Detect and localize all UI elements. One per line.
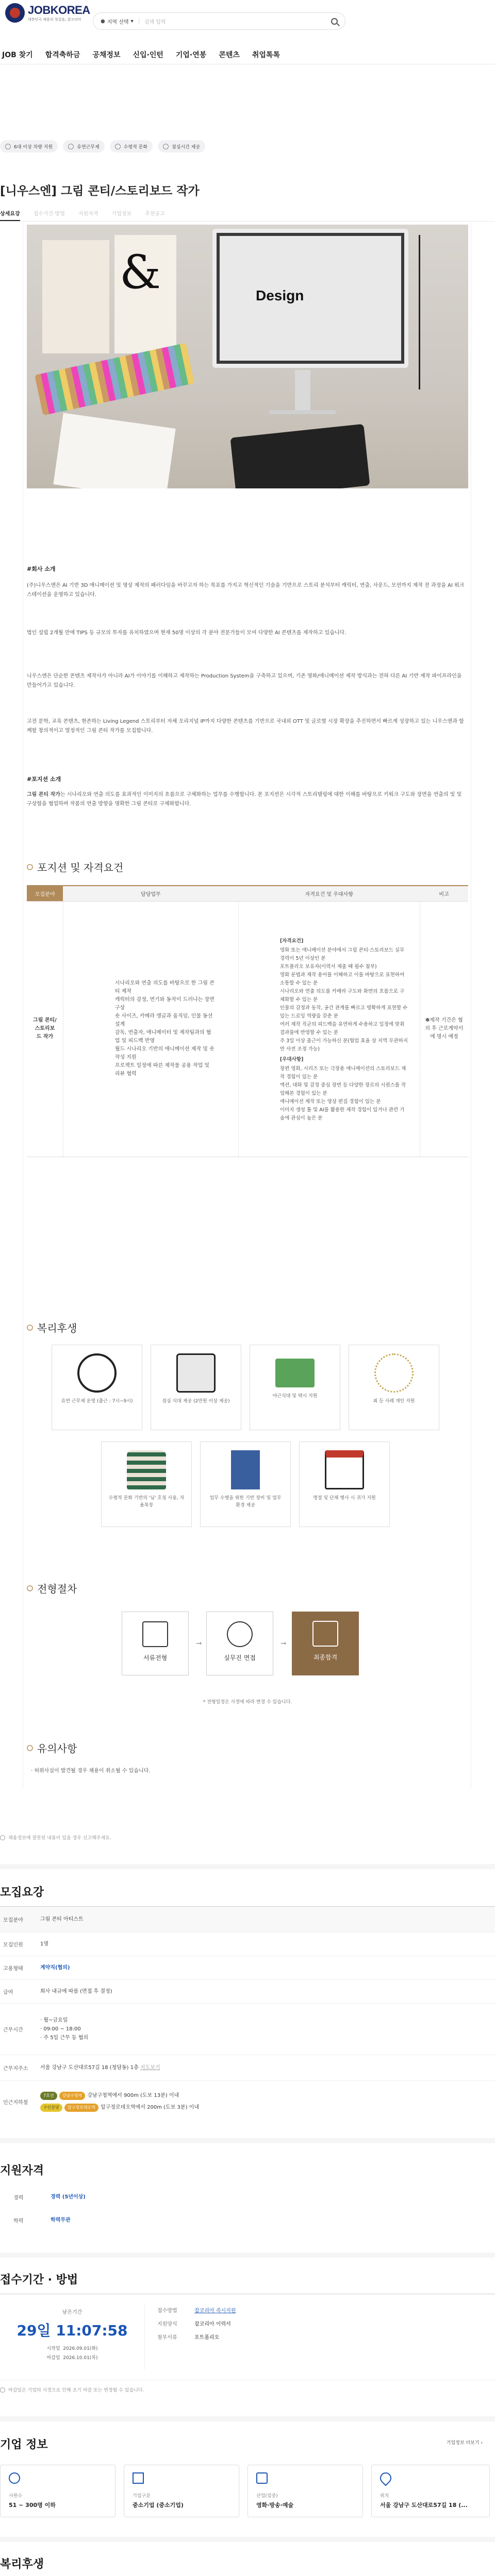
- logo-text: JOBKOREA: [28, 4, 90, 16]
- preference-item: 장편 영화, 시리즈 또는 극장용 애니메이션의 스토리보드 제작 경험이 있는 분: [279, 1066, 406, 1080]
- nav-item-job-search[interactable]: JOB 찾기: [2, 51, 33, 59]
- requirements-title: [자격요건]: [279, 938, 304, 944]
- benefit-card: 유연 근무제 운영 (출근 : 7시~9시): [52, 1345, 142, 1430]
- position-table: [27, 885, 468, 1157]
- company-card: 사원수 51 ~ 300명 이하: [0, 2465, 116, 2517]
- summary-table: 모집분야 그림 콘티 아티스트 모집인원 1명 고용형태 계약직(협의) 급여 회사 내규에 따름 (면접 후 결정) 근무시간 · 월~금요일 · 09:00 ~ 18:00 · 주 5일 근무 등 협의 근무지주소 서울 강남구 도산대로57길 18 (청담동) 1층 지도보기 인근지하철 7호선 강남구청역 강남구청역에서 900m (도보 13분) 이내 수인분당 압구정로데오역 압구정로데오역에서 200m (도보 3분) 이내: [0, 1906, 495, 2122]
- book-ampersand: &: [120, 245, 161, 299]
- job-title: [니우스엔] 그림 콘티/스토리보드 작가: [0, 184, 200, 198]
- nav-item-content[interactable]: 콘텐츠: [219, 51, 240, 59]
- nav-item-company-salary[interactable]: 기업·연봉: [175, 51, 207, 59]
- meal-icon: [163, 144, 169, 149]
- process-step: 실무진 면접: [206, 1612, 273, 1675]
- tab-apply-period[interactable]: 접수기간·방법: [33, 211, 65, 217]
- map-link[interactable]: 지도보기: [140, 2065, 160, 2071]
- nav-item-intern[interactable]: 신입·인턴: [133, 51, 163, 59]
- food-cup-icon: [176, 1353, 216, 1393]
- apply-heading: 접수기간 · 방법: [0, 2274, 78, 2286]
- process-note: * 전형일정은 사정에 따라 변경 수 있습니다.: [203, 1700, 292, 1705]
- nav-item-open-recruit[interactable]: 공채정보: [92, 51, 121, 59]
- location-pin-icon: ●: [101, 18, 105, 24]
- notice-text: · 허위사실이 발견될 경우 채용이 취소될 수 있습니다.: [31, 1768, 151, 1774]
- duty-item: 프로젝트 일정에 따른 제작물 공용 작업 및 리뷰 협력: [114, 1063, 210, 1077]
- company-heading: 기업 정보: [0, 2438, 48, 2451]
- apply-note: 마감일은 기업의 사정으로 인해 조기 마감 또는 변경될 수 있습니다.: [0, 2386, 144, 2393]
- table-header: 자격요건 및 우대사항: [238, 886, 420, 901]
- tab-recommend[interactable]: 추천공고: [145, 211, 165, 217]
- monitor-image: [212, 229, 408, 368]
- process-heading: 전형절차: [27, 1581, 77, 1596]
- position-section-heading: 포지션 및 자격요건: [27, 859, 123, 874]
- section-ring-icon: [27, 1325, 33, 1331]
- requirement-item: 시나리오와 연출 의도를 카메라 구도와 화면의 흐름으로 구체화할 수 있는 분: [279, 989, 405, 1003]
- apply-box: 남은기간 29일 11:07:58 시작일 2026.09.01(화) 마감일 2026.10.01(목) 접수방법 잡코리아 즉시지원 지원양식 잡코리아 이력서 첨부서류 포트폴리오: [0, 2294, 495, 2380]
- report-link[interactable]: 채용정보에 잘못된 내용이 있을 경우 신고해주세요.: [0, 1834, 111, 1841]
- nav-item-hire-bonus[interactable]: 합격축하금: [45, 51, 80, 59]
- envelope-icon: [275, 1359, 315, 1387]
- summary-field-value: 그림 콘티 아티스트: [40, 1917, 84, 1922]
- requirement-item: 영화 또는 애니메이션 분야에서 그림 콘티·스토리보드 실무 경력이 5년 이상인 분: [279, 947, 405, 961]
- job-tag: 6대 이상 차량 지원: [0, 140, 58, 152]
- preference-item: 액션, 대화 및 감정 중심 장면 등 다양한 장르의 시퀀스를 작업해본 경험이 있는 분: [279, 1082, 406, 1096]
- sweater-icon: [127, 1450, 166, 1489]
- location-pin-icon: [377, 2470, 393, 2486]
- info-circle-icon: [0, 2387, 5, 2393]
- requirement-item: 포트폴리오 보유자(이력서 제출 때 필수 첨부): [279, 964, 377, 970]
- benefit-card: 점심 식대 제공 (2만원 이상 제공): [151, 1345, 241, 1430]
- company-intro-paragraph: 니우스엔은 단순한 콘텐츠 제작사가 아니라 AI가 이야기를 이해하고 제작하는 Production System을 구축하고 있으며, 기존 영화/애니메이션 제작 방식과는 전혀 다른 AI 기반 제작 파이프라인을 만들어가고 있습니다.: [27, 673, 462, 688]
- region-select-label: 지역 선택: [107, 19, 129, 25]
- job-tag: 유연근무제: [63, 140, 104, 152]
- info-circle-icon: [0, 1835, 5, 1840]
- preferences-title: [우대사항]: [279, 1057, 304, 1062]
- position-note-cell: ✽제작 기간은 협의 후 근로계약서에 명시 예정: [420, 901, 468, 1157]
- briefcase-icon: [256, 2472, 268, 2484]
- company-intro-paragraph: 고전 문학, 교육 콘텐츠, 현존하는 Living Legend 스토리부터 자체 오리지널 IP까지 다양한 콘텐츠를 기반으로 국내외 OTT 및 글로벌 시장 확장을 추진하면서 빠르게 성장하고 있는 니우스엔과 함께할 창의적이고 열정적인 그림 콘티 작가를 모집합니다.: [27, 719, 464, 734]
- detail-tabs: [0, 209, 165, 221]
- people-icon: [9, 2472, 20, 2484]
- position-intro-text: 는 시나리오와 연출 의도를 효과적인 이미지의 흐름으로 구체화하는 업무를 수행합니다. 본 포지션은 시각적 스토리텔링에 대한 이해를 바탕으로 키워크 구도와 장면을 연출의 및 및 구상함을 협업하며 작품의 연출 방향을 명확한 그림 콘티로 구체화합니다.: [27, 792, 462, 807]
- duty-item: 감독, 연출자, 애니메이터 및 제작팀과의 협업 및 피드백 반영: [114, 1030, 211, 1044]
- requirement-item: 여러 제작 직군의 피드백을 유연하게 수용하고 일정에 맞춰 결과물에 반영할 수 있는 분: [279, 1022, 405, 1036]
- clock-icon: [68, 144, 74, 149]
- position-duties-cell: [63, 901, 238, 1157]
- benefit-card: 수평적 문화 기반의 '님' 호칭 사용, 자율복장: [101, 1442, 192, 1527]
- job-tags: [0, 140, 205, 152]
- company-intro-heading: #회사 소개: [27, 566, 56, 572]
- welfare-heading: 복리후생: [0, 2558, 44, 2571]
- company-card: 산업(업종) 영화·방송·예술: [248, 2465, 363, 2517]
- car-icon: [5, 144, 11, 149]
- duty-item: 시나리오와 연출 의도를 바탕으로 한 그림 콘티 제작: [114, 980, 214, 994]
- summary-heading: 모집요강: [0, 1886, 44, 1899]
- subway-item: 7호선 강남구청역 강남구청역에서 900m (도보 13분) 이내: [40, 2091, 495, 2100]
- table-header: 비고: [420, 886, 468, 901]
- search-icon[interactable]: [331, 18, 338, 25]
- benefit-card: 명절 및 단체 행사 시 귀가 지원: [299, 1442, 390, 1527]
- handshake-icon: [227, 1621, 253, 1647]
- company-intro-paragraph: 법인 설립 2개월 만에 TIPS 등 규모의 투자를 유치하였으며 현재 50명 이상의 각 분야 전문가들이 모여 다양한 AI 콘텐츠를 제작하고 있습니다.: [27, 630, 346, 636]
- benefits-heading: 복리후생: [27, 1320, 77, 1335]
- main-nav: [0, 49, 280, 60]
- benefit-card: 야근식대 및 택시 지원: [250, 1345, 340, 1430]
- company-card: 위치 서울 강남구 도산대로57길 18 (...: [371, 2465, 490, 2517]
- company-more-link[interactable]: 기업정보 더보기 ›: [446, 2441, 483, 2446]
- duty-item: 월드 시나리오 기반의 애니메이션 제작 및 숏 작성 지원: [114, 1046, 214, 1060]
- jobkorea-logo[interactable]: [5, 3, 90, 23]
- building-icon: [231, 1450, 260, 1489]
- requirement-item: 인물의 감정과 동작, 공간 관계를 빠르고 명확하게 표현할 수 있는 드로잉 역량을 갖춘 분: [279, 1005, 408, 1019]
- apply-method-link[interactable]: 잡코리아 즉시지원: [194, 2308, 236, 2314]
- preference-item: 이미지 생성 툴 및 AI를 활용한 제작 경험이 있거나 관련 기술에 관심이 높은 분: [279, 1107, 405, 1121]
- tab-company-info[interactable]: 기업정보: [111, 211, 132, 217]
- benefit-card: 최 등 사례 개인 지원: [349, 1345, 439, 1430]
- desk-lamp-image: [419, 235, 450, 389]
- requirement-item: 주 3일 이상 출근이 가능하신 분(협업 효율 상 지역 무관하지만 사전 조정 가능): [279, 1038, 408, 1052]
- table-header: 담당업무: [63, 886, 238, 901]
- region-select-button[interactable]: [101, 18, 134, 25]
- notice-heading: 유의사항: [27, 1740, 77, 1755]
- people-icon: [115, 144, 121, 149]
- requirement-item: 영화 문법과 제작 용어를 이해하고 이를 바탕으로 표현하여 소통할 수 있는 분: [279, 972, 405, 986]
- section-ring-icon: [27, 864, 33, 870]
- site-header: [0, 0, 495, 43]
- clock-icon: [77, 1353, 117, 1393]
- qualification-list: 경력 경력 (5년이상) 학력 학력무관: [13, 2194, 86, 2224]
- arrow-right-icon: ➞: [196, 1639, 202, 1648]
- process-step: 서류전형: [122, 1612, 189, 1675]
- arrow-right-icon: ➞: [280, 1639, 287, 1648]
- tab-qualification[interactable]: 지원자격: [78, 211, 98, 217]
- process-step-final: 최종합격: [292, 1612, 359, 1675]
- nav-item-community[interactable]: 취업톡톡: [252, 51, 280, 59]
- position-requirements-cell: [238, 901, 420, 1157]
- benefit-card: 업무 수행을 위한 기반 장비 및 업무 환경 제공: [200, 1442, 291, 1527]
- color-swatch-image: [35, 343, 194, 416]
- calendar-icon: [325, 1450, 364, 1489]
- monitor-screen-text: Design: [256, 287, 304, 303]
- company-card: 기업구분 중소기업 (중소기업): [124, 2465, 239, 2517]
- drawing-tablet-image: [230, 424, 370, 488]
- position-intro-lead: 그림 콘티 작가: [27, 792, 60, 798]
- qualification-heading: 지원자격: [0, 2164, 44, 2177]
- workspace-photo: [27, 225, 468, 488]
- logo-emblem-icon: [5, 3, 25, 23]
- briefcase-icon: [312, 1621, 338, 1647]
- job-tag: 점심시간 제공: [158, 140, 205, 152]
- position-intro-heading: #포지션 소개: [27, 776, 61, 783]
- duty-item: 숏 사이즈, 카메라 앵글과 움직임, 인물 동선 설계: [114, 1013, 213, 1027]
- remaining-time: 29일 11:07:58: [16, 2322, 128, 2339]
- duty-item: 캐릭터의 감정, 연기와 동작이 드러나는 장면 구상: [114, 997, 214, 1011]
- section-ring-icon: [27, 1745, 33, 1751]
- document-icon: [142, 1621, 168, 1647]
- job-tag: 수평적 문화: [110, 140, 153, 152]
- position-intro-paragraph: [27, 790, 468, 809]
- subway-item: 수인분당 압구정로데오역 압구정로데오역에서 200m (도보 3분) 이내: [40, 2103, 495, 2112]
- search-input[interactable]: 검색 입력: [144, 19, 166, 25]
- job-detail-body: [0, 223, 495, 1789]
- search-bar[interactable]: [93, 12, 345, 30]
- chevron-down-icon: ▾: [130, 18, 134, 24]
- logo-tagline: 대한민국 채용의 첫걸음, 잡코리아: [28, 18, 81, 22]
- preference-item: 애니메이션 제작 또는 영상 편집 경험이 있는 분: [279, 1099, 381, 1105]
- tab-detail[interactable]: 상세요강: [0, 209, 20, 221]
- flower-icon: [374, 1353, 414, 1393]
- company-intro-paragraph: (주)니우스엔은 AI 기반 3D 애니메이션 및 영상 제작의 패러다임을 바꾸고자 하는 목표를 가지고 혁신적인 기술을 기반으로 스토리 분석부터 캐릭터, 연출, 사운드, 모션까지 제작 전 과정을 AI 워크스테이션을 운영하고 있습니다.: [27, 583, 465, 598]
- position-field-cell: 그림 콘티/스토리보드 작가: [27, 901, 63, 1157]
- building-icon: [133, 2472, 144, 2484]
- section-ring-icon: [27, 1585, 33, 1591]
- table-header: 모집분야: [27, 886, 63, 901]
